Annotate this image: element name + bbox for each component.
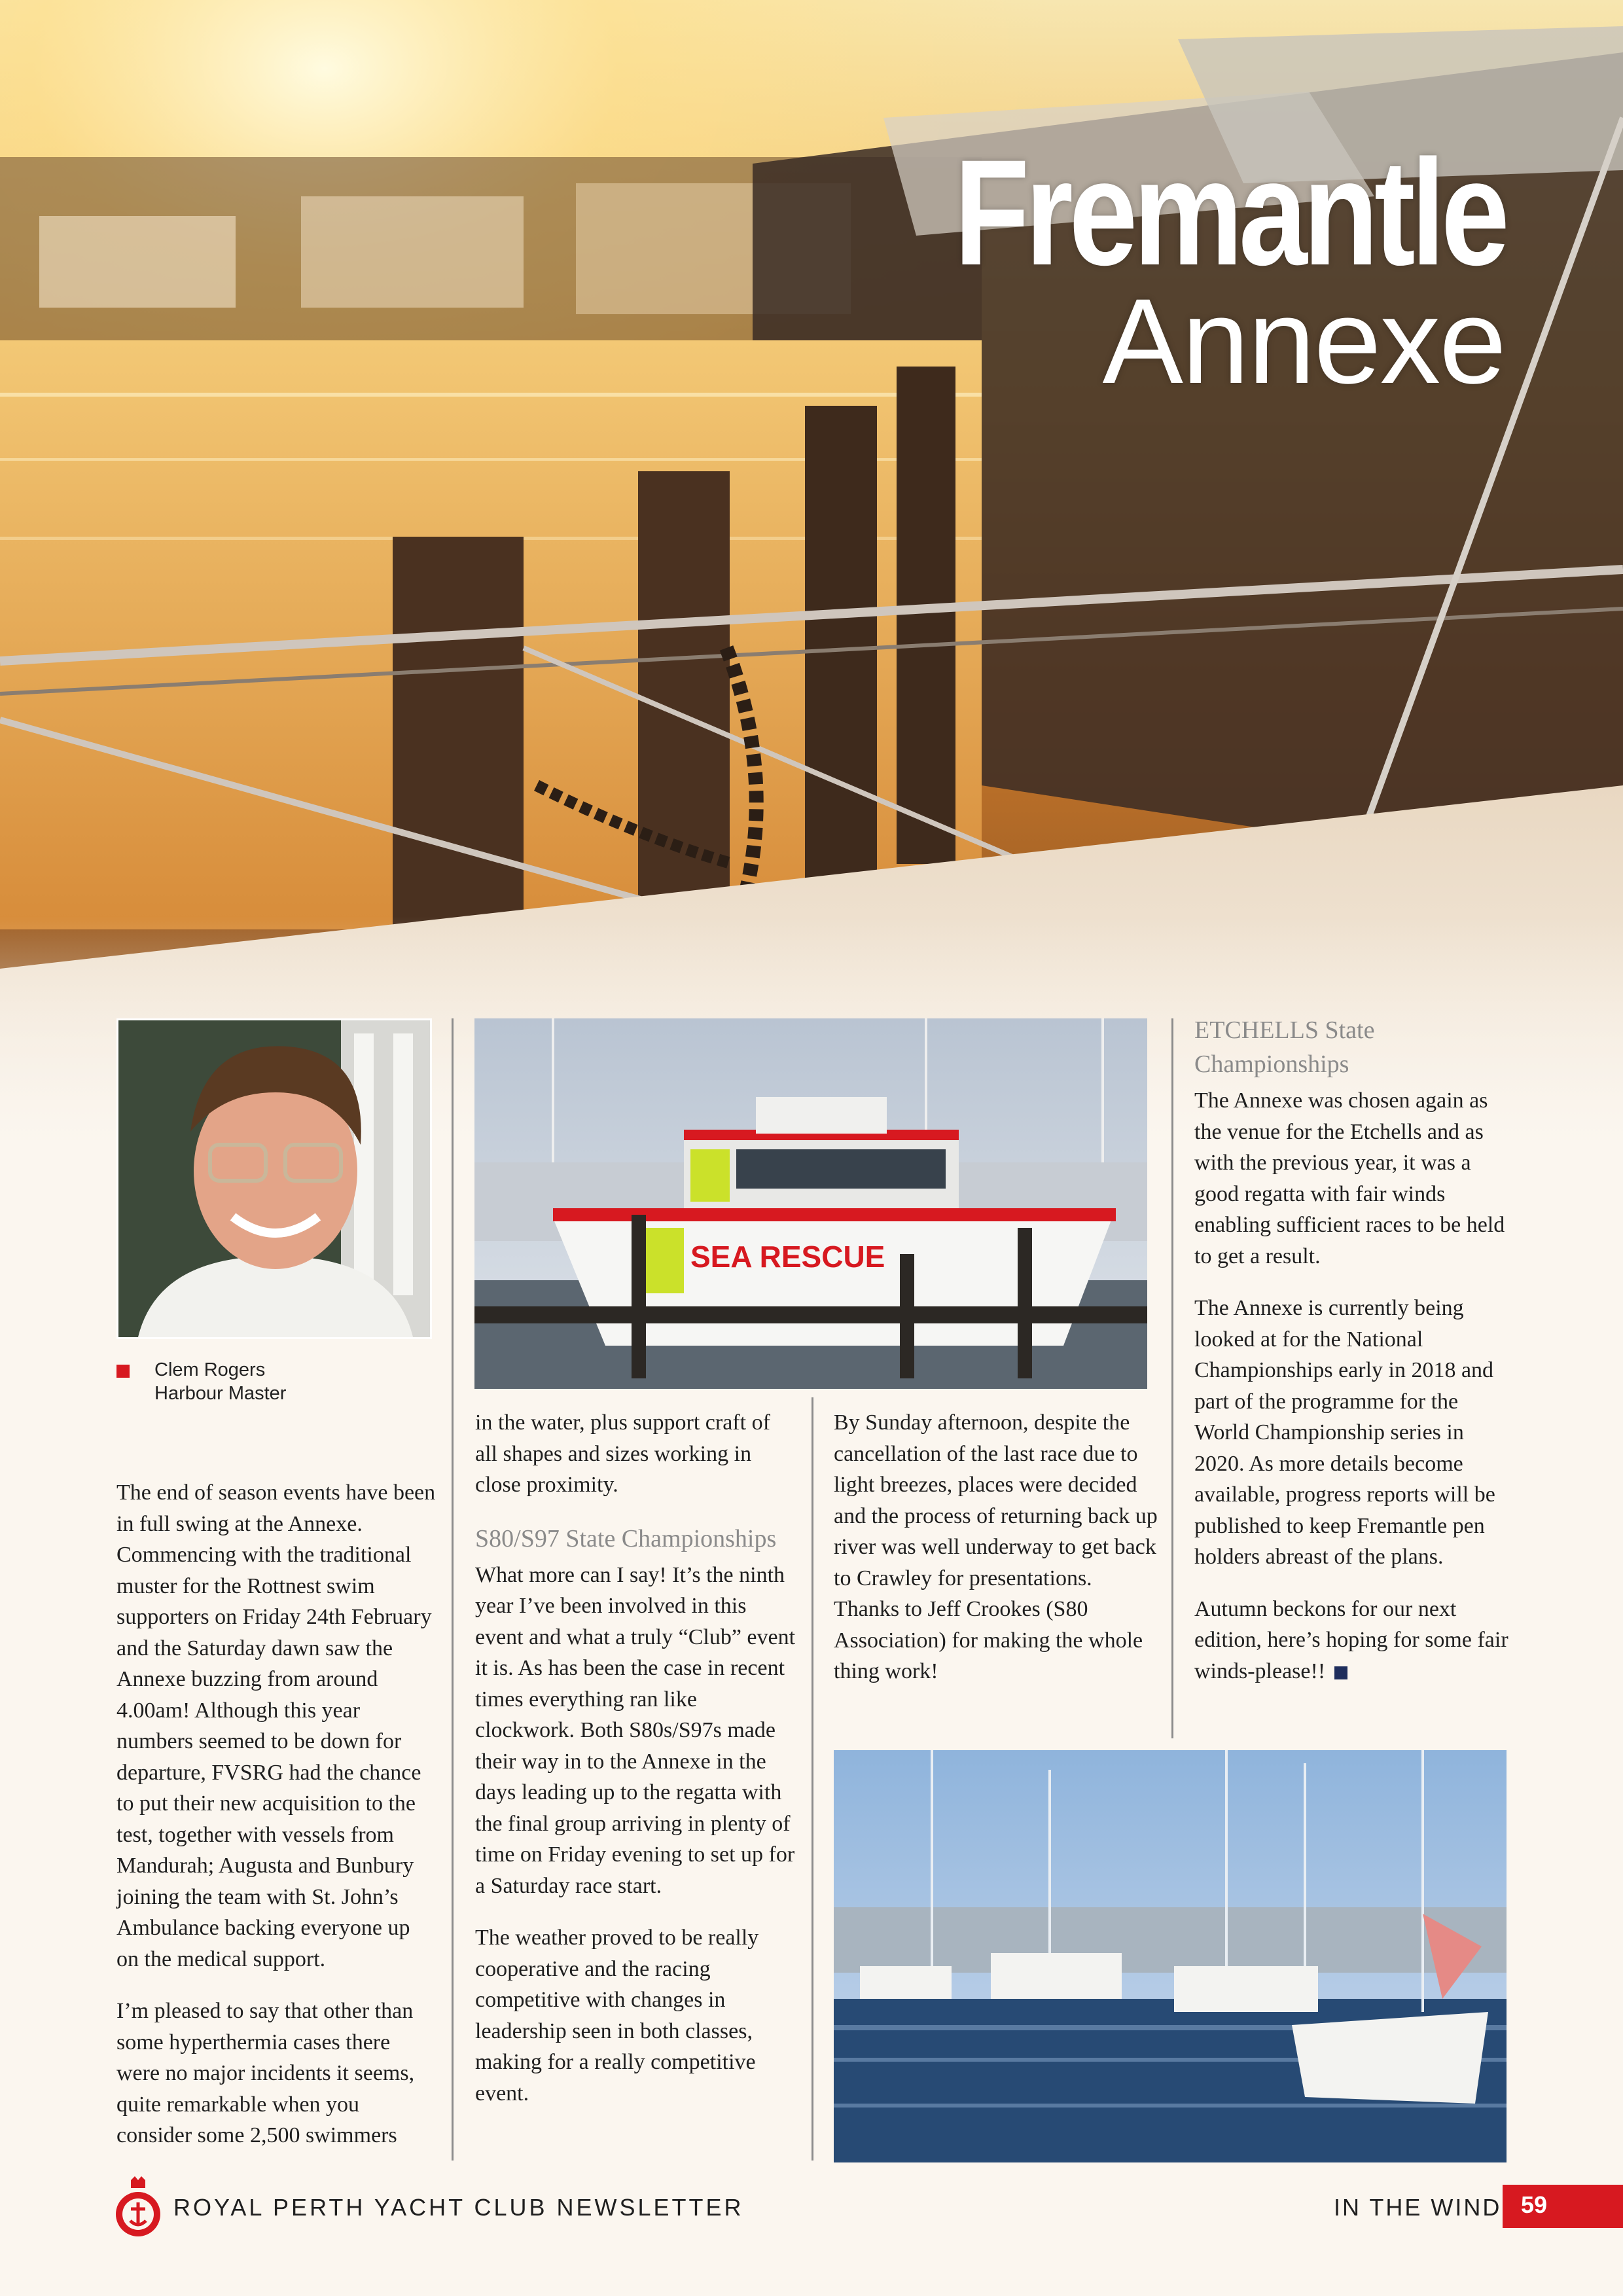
column-rule-3 (1171, 1018, 1173, 1738)
page-number: 59 (1521, 2191, 1548, 2218)
column-1 (116, 1477, 437, 2172)
footer-club-name: ROYAL PERTH YACHT CLUB NEWSLETTER (173, 2194, 744, 2221)
column-2 (475, 1407, 797, 2130)
caption-role: Harbour Master (154, 1383, 287, 1404)
s80-heading: S80/S97 State Championships (475, 1524, 777, 1552)
col4-paragraph-2: The Annexe is currently being looked at for the National Championships early in 2018 and part of the programme for the World Championship series in 2020. As more details become available, progress reports will be published to keep Fremantle pen holders abreast of the plans. (1194, 1296, 1495, 1569)
col2-paragraph-1: in the water, plus support craft of all shapes and sizes working in close proximity. (475, 1410, 770, 1497)
col3-paragraph-1: By Sunday afternoon, despite the cancellation of the last race due to light breezes, places were decided and the process of returning back up river was well underway to get back to Crawley for presentations. Thanks to Jeff Crookes (S80 Association) for making the whole thing work! (834, 1410, 1158, 1683)
col4-paragraph-3-text: Autumn beckons for our next edition, here’s hoping for some fair winds-please!! (1194, 1596, 1508, 1683)
col2-paragraph-3: The weather proved to be really cooperative and the racing competitive with changes in leadership seen in both classes, making for a really competitive event. (475, 1926, 759, 2106)
column-rule-1 (452, 1018, 454, 2161)
marina-photo (834, 1750, 1507, 2162)
footer-publication: IN THE WIND (1334, 2194, 1502, 2221)
caption-name: Clem Rogers (154, 1359, 266, 1380)
col4-paragraph-3 (1194, 1594, 1508, 1687)
col1-paragraph-2: I’m pleased to say that other than some hyperthermia cases there were no major incidents it seems, quite remarkable when you consider some 2,500 swimmers (116, 1999, 415, 2147)
portrait-photo (116, 1018, 432, 1339)
column-4 (1194, 1013, 1508, 1708)
page-number-badge (1503, 2185, 1623, 2228)
hero-photo (0, 0, 1623, 1145)
col1-paragraph-1: The end of season events have been in full swing at the Annexe. Commencing with the traditional muster for the Rottnest swim supporters on Friday 24th February and the Saturday dawn saw the Annexe buzzing from around 4.00am! Although this year numbers seemed to be down for departure, FVSRG had the chance to put their new acquisition to the test, together with vessels from Mandurah; Augusta and Bunbury joining the team with St. John’s Ambulance backing everyone up on the medical support. (116, 1480, 436, 1971)
page-title-line1: Fremantle (954, 128, 1505, 296)
club-crest-icon (113, 2176, 164, 2242)
caption-bullet (116, 1365, 130, 1378)
etchells-heading: ETCHELLS State Championships (1194, 1016, 1375, 1078)
sea-rescue-photo (474, 1018, 1147, 1389)
column-rule-2 (812, 1397, 813, 2161)
col4-paragraph-1: The Annexe was chosen again as the venue for the Etchells and as with the previous year, it was a good regatta with fair winds enabling sufficient races to be held to get a result. (1194, 1088, 1505, 1268)
page-footer (0, 2173, 1623, 2245)
col2-paragraph-2: What more can I say! It’s the ninth year I’ve been involved in this event and what a truly “Club” event it is. As has been the case in recent times everything ran like clockwork. Both S80s/S97s made their way in to the Annexe in the days leading up to the regatta with the final group arriving in plenty of time on Friday evening to set up for a Saturday race start. (475, 1562, 796, 1898)
page-title-line2: Annexe (1102, 274, 1505, 409)
boat-label: SEA RESCUE (690, 1240, 885, 1274)
end-mark (1334, 1666, 1347, 1679)
column-3 (834, 1407, 1158, 1708)
